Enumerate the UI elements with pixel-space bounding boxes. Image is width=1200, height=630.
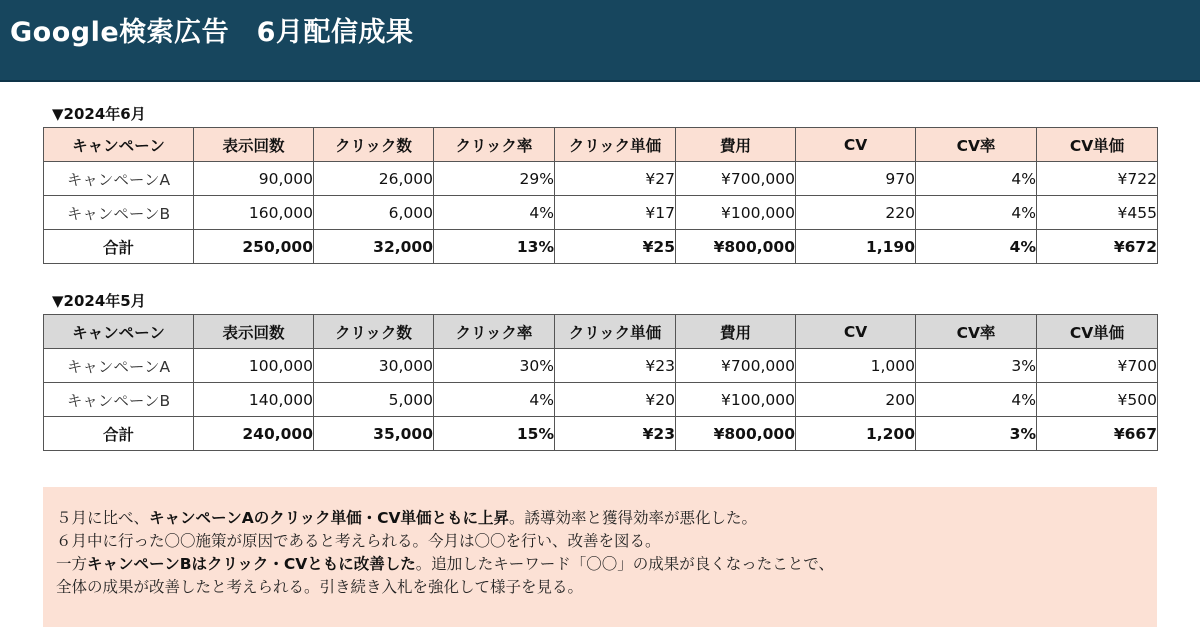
column-header: CV単価: [1037, 315, 1158, 349]
page-title: Google検索広告 6月配信成果: [10, 17, 414, 48]
table-cell: 29%: [434, 162, 555, 196]
table-cell: 35,000: [314, 417, 434, 451]
table-cell: 1,190: [796, 230, 916, 264]
table-cell: ¥800,000: [676, 230, 796, 264]
table-row: [44, 383, 1158, 417]
table-cell: 32,000: [314, 230, 434, 264]
column-header: CV率: [916, 315, 1037, 349]
table-cell: ¥455: [1037, 196, 1158, 230]
summary-text: 。追加したキーワード「〇〇」の成果が良くなったことで、: [415, 555, 834, 573]
summary-emphasis: キャンペーンAのクリック単価・CV単価ともに上昇: [149, 509, 509, 527]
summary-line-2: ６月中に行った〇〇施策が原因であると考えられる。今月は〇〇を行い、改善を図る。: [56, 532, 661, 550]
column-header: CV: [796, 315, 916, 349]
table-cell: 4%: [916, 383, 1037, 417]
summary-text: ５月に比べ、: [56, 509, 150, 527]
summary-text: 一方: [56, 555, 88, 573]
summary-box: [43, 487, 1157, 627]
may-results-table: [43, 314, 1158, 451]
table-cell: 5,000: [314, 383, 434, 417]
table-cell: 100,000: [194, 349, 314, 383]
table-row: [44, 349, 1158, 383]
table-cell: 4%: [916, 230, 1037, 264]
table-cell: ¥700,000: [676, 162, 796, 196]
table-cell: ¥667: [1037, 417, 1158, 451]
column-header: キャンペーン: [44, 128, 194, 162]
table-cell: 90,000: [194, 162, 314, 196]
summary-line-1: [56, 507, 1157, 530]
table-cell: ¥23: [555, 349, 676, 383]
table-cell: 220: [796, 196, 916, 230]
table-cell: キャンペーンA: [44, 349, 194, 383]
table-cell: ¥27: [555, 162, 676, 196]
table-cell: キャンペーンA: [44, 162, 194, 196]
table-cell: 15%: [434, 417, 555, 451]
table-cell: ¥700,000: [676, 349, 796, 383]
table-cell: 6,000: [314, 196, 434, 230]
table-cell: ¥23: [555, 417, 676, 451]
june-section-label: ▼2024年6月: [52, 105, 146, 123]
summary-line-3: [56, 553, 1157, 576]
table-cell: 4%: [434, 383, 555, 417]
table-cell: ¥722: [1037, 162, 1158, 196]
table-cell: キャンペーンB: [44, 383, 194, 417]
column-header: クリック数: [314, 315, 434, 349]
table-cell: 1,200: [796, 417, 916, 451]
table-cell: キャンペーンB: [44, 196, 194, 230]
table-cell: 合計: [44, 230, 194, 264]
table-row: [44, 196, 1158, 230]
table-cell: 4%: [916, 196, 1037, 230]
table-total-row: [44, 417, 1158, 451]
table-cell: ¥672: [1037, 230, 1158, 264]
table-cell: ¥100,000: [676, 196, 796, 230]
table-cell: 30,000: [314, 349, 434, 383]
summary-line-4: 全体の成果が改善したと考えられる。引き続き入札を強化して様子を見る。: [56, 578, 584, 596]
column-header: クリック率: [434, 315, 555, 349]
table-cell: 160,000: [194, 196, 314, 230]
column-header: CV率: [916, 128, 1037, 162]
summary-text: 。誘導効率と獲得効率が悪化した。: [508, 509, 757, 527]
table-cell: ¥17: [555, 196, 676, 230]
table-cell: 26,000: [314, 162, 434, 196]
column-header: CV: [796, 128, 916, 162]
table-cell: 140,000: [194, 383, 314, 417]
table-cell: ¥100,000: [676, 383, 796, 417]
table-cell: 4%: [434, 196, 555, 230]
table-cell: 1,000: [796, 349, 916, 383]
header-bar: [0, 0, 1200, 82]
table-cell: 13%: [434, 230, 555, 264]
table-cell: 250,000: [194, 230, 314, 264]
summary-emphasis: キャンペーンBはクリック・CVともに改善した: [87, 555, 416, 573]
june-results-table: [43, 127, 1158, 264]
column-header: 表示回数: [194, 315, 314, 349]
column-header: 費用: [676, 128, 796, 162]
table-total-row: [44, 230, 1158, 264]
table-cell: ¥800,000: [676, 417, 796, 451]
table-cell: 合計: [44, 417, 194, 451]
table-header-row: [44, 128, 1158, 162]
table-cell: 4%: [916, 162, 1037, 196]
table-cell: ¥20: [555, 383, 676, 417]
table-cell: 970: [796, 162, 916, 196]
table-cell: 3%: [916, 349, 1037, 383]
column-header: キャンペーン: [44, 315, 194, 349]
column-header: クリック数: [314, 128, 434, 162]
column-header: 費用: [676, 315, 796, 349]
column-header: クリック率: [434, 128, 555, 162]
column-header: クリック単価: [555, 315, 676, 349]
column-header: クリック単価: [555, 128, 676, 162]
table-cell: ¥25: [555, 230, 676, 264]
table-cell: ¥500: [1037, 383, 1158, 417]
table-cell: 3%: [916, 417, 1037, 451]
column-header: CV単価: [1037, 128, 1158, 162]
table-row: [44, 162, 1158, 196]
table-cell: 240,000: [194, 417, 314, 451]
may-section-label: ▼2024年5月: [52, 292, 146, 310]
table-cell: 30%: [434, 349, 555, 383]
table-header-row: [44, 315, 1158, 349]
column-header: 表示回数: [194, 128, 314, 162]
table-cell: ¥700: [1037, 349, 1158, 383]
table-cell: 200: [796, 383, 916, 417]
